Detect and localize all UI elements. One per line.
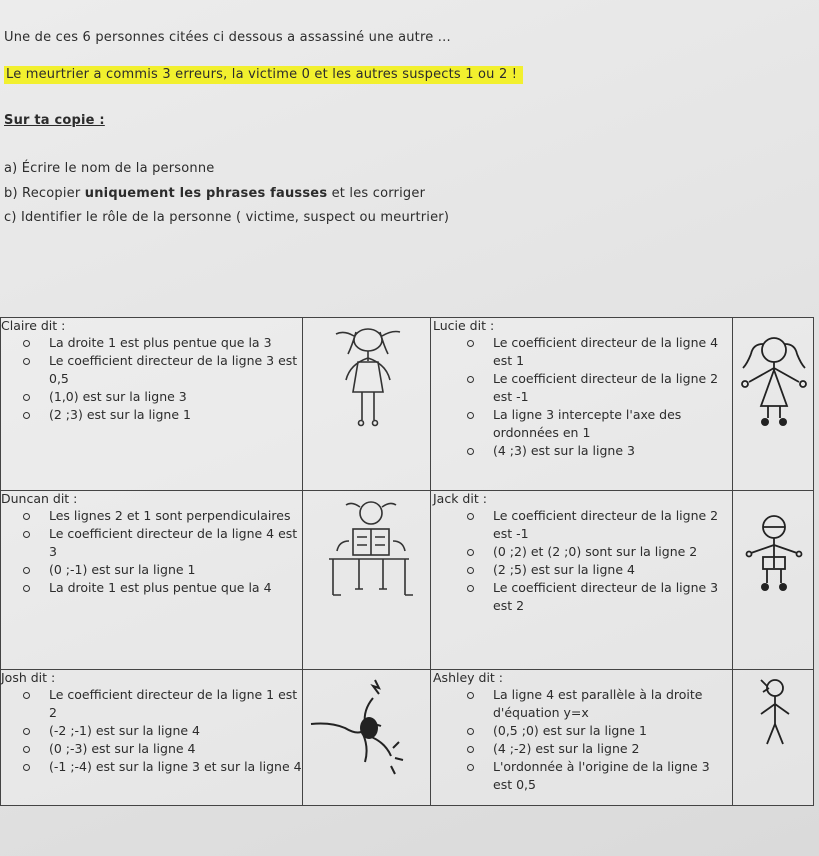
bullet-icon: [467, 764, 474, 771]
statement-text: (0 ;2) et (2 ;0) sont sur la ligne 2: [493, 544, 698, 559]
ashley-picture-cell: [733, 670, 814, 806]
josh-statements: [1, 686, 302, 776]
bullet-icon: [23, 692, 30, 699]
falling-person-icon: [309, 676, 425, 786]
bullet-icon: [23, 513, 30, 520]
stick-figure-icon: [751, 676, 799, 750]
statement-text: Le coefficient directeur de la ligne 3 est 0,5: [49, 353, 298, 386]
statement: [5, 525, 302, 561]
task-c: [4, 210, 449, 225]
bullet-icon: [23, 412, 30, 419]
suspects-table: [0, 317, 814, 806]
josh-cell: [1, 670, 303, 806]
bullet-icon: [23, 531, 30, 538]
statement: [5, 507, 302, 525]
copie-heading: Sur ta copie :: [4, 113, 105, 128]
task-a-text: a) Écrire le nom de la personne: [4, 161, 215, 176]
intro-line: Une de ces 6 personnes citées ci dessous a assassiné une autre ...: [4, 30, 451, 45]
ashley-name: Ashley dit :: [433, 670, 504, 685]
ashley-cell: [431, 670, 733, 806]
statement-text: (4 ;3) est sur la ligne 3: [493, 443, 635, 458]
bullet-icon: [467, 585, 474, 592]
statement-text: (0 ;-3) est sur la ligne 4: [49, 741, 196, 756]
bullet-icon: [467, 728, 474, 735]
statement: [5, 388, 302, 406]
statement-text: L'ordonnée à l'origine de la ligne 3 est 0,5: [493, 759, 710, 792]
statement: [435, 370, 732, 406]
highlight-text: Le meurtrier a commis 3 erreurs, la victime 0 et les autres suspects 1 ou 2 !: [4, 66, 523, 84]
statement-text: Le coefficient directeur de la ligne 4 est 1: [493, 335, 719, 368]
statement-text: (0,5 ;0) est sur la ligne 1: [493, 723, 647, 738]
statement: [435, 543, 732, 561]
bullet-icon: [467, 412, 474, 419]
statement-text: (-1 ;-4) est sur la ligne 3 et sur la ligne 4: [49, 759, 302, 774]
statement-text: Le coefficient directeur de la ligne 3 est 2: [493, 580, 719, 613]
statement: [5, 740, 302, 758]
bullet-icon: [23, 585, 30, 592]
task-c-text: c) Identifier le rôle de la personne ( victime, suspect ou meurtrier): [4, 210, 450, 225]
girl-figure-icon: [325, 322, 415, 434]
bullet-icon: [23, 358, 30, 365]
statement-text: Les lignes 2 et 1 sont perpendiculaires: [49, 508, 291, 523]
task-b-prefix: b) Recopier: [4, 186, 85, 201]
statement: [435, 758, 732, 794]
claire-name: Claire dit :: [1, 318, 66, 333]
statement: [435, 334, 732, 370]
statement-text: (-2 ;-1) est sur la ligne 4: [49, 723, 200, 738]
girl-pigtails-icon: [737, 332, 811, 432]
statement-text: La ligne 4 est parallèle à la droite d'équation y=x: [493, 687, 703, 720]
bullet-icon: [23, 340, 30, 347]
bullet-icon: [467, 448, 474, 455]
jack-name: Jack dit :: [433, 491, 487, 506]
statement-text: (2 ;3) est sur la ligne 1: [49, 407, 191, 422]
lucie-statements: [431, 334, 732, 460]
bullet-icon: [467, 692, 474, 699]
statement-text: (0 ;-1) est sur la ligne 1: [49, 562, 196, 577]
bullet-icon: [467, 567, 474, 574]
statement: [435, 442, 732, 460]
statement: [5, 758, 302, 776]
statement: [5, 686, 302, 722]
lucie-name: Lucie dit :: [433, 318, 495, 333]
bullet-icon: [467, 340, 474, 347]
statement-text: La droite 1 est plus pentue que la 3: [49, 335, 272, 350]
statement: [435, 579, 732, 615]
statement-text: La ligne 3 intercepte l'axe des ordonnées en 1: [493, 407, 682, 440]
task-b: [4, 186, 425, 201]
jack-cell: [431, 491, 733, 670]
statement-text: Le coefficient directeur de la ligne 2 est -1: [493, 508, 719, 541]
bullet-icon: [467, 746, 474, 753]
duncan-cell: [1, 491, 303, 670]
lucie-cell: [431, 318, 733, 491]
duncan-picture-cell: [303, 491, 431, 670]
statement: [435, 722, 732, 740]
statement: [435, 406, 732, 442]
statement-text: La droite 1 est plus pentue que la 4: [49, 580, 272, 595]
bullet-icon: [23, 567, 30, 574]
statement: [435, 507, 732, 543]
statement: [5, 579, 302, 597]
josh-picture-cell: [303, 670, 431, 806]
bullet-icon: [23, 394, 30, 401]
statement: [5, 722, 302, 740]
statement: [5, 561, 302, 579]
claire-picture-cell: [303, 318, 431, 491]
bullet-icon: [23, 728, 30, 735]
bullet-icon: [23, 764, 30, 771]
bullet-icon: [467, 513, 474, 520]
claire-cell: [1, 318, 303, 491]
jack-statements: [431, 507, 732, 615]
claire-statements: [1, 334, 302, 424]
ashley-statements: [431, 686, 732, 794]
duncan-statements: [1, 507, 302, 597]
bullet-icon: [23, 746, 30, 753]
highlighted-rule: [4, 67, 523, 82]
statement: [5, 334, 302, 352]
josh-name: Josh dit :: [1, 670, 56, 685]
statement-text: (1,0) est sur la ligne 3: [49, 389, 187, 404]
statement: [435, 686, 732, 722]
task-b-suffix: et les corriger: [327, 186, 426, 201]
statement: [435, 740, 732, 758]
task-a: [4, 161, 215, 176]
boy-reading-icon: [319, 497, 419, 601]
statement: [5, 352, 302, 388]
statement-text: (2 ;5) est sur la ligne 4: [493, 562, 635, 577]
duncan-name: Duncan dit :: [1, 491, 78, 506]
bullet-icon: [467, 549, 474, 556]
jack-picture-cell: [733, 491, 814, 670]
statement-text: Le coefficient directeur de la ligne 4 est 3: [49, 526, 298, 559]
lucie-picture-cell: [733, 318, 814, 491]
statement-text: (4 ;-2) est sur la ligne 2: [493, 741, 640, 756]
boy-figure-icon: [741, 513, 807, 603]
statement-text: Le coefficient directeur de la ligne 1 est 2: [49, 687, 298, 720]
task-b-emphasis: uniquement les phrases fausses: [84, 186, 328, 201]
statement: [435, 561, 732, 579]
bullet-icon: [467, 376, 474, 383]
statement: [5, 406, 302, 424]
statement-text: Le coefficient directeur de la ligne 2 est -1: [493, 371, 719, 404]
